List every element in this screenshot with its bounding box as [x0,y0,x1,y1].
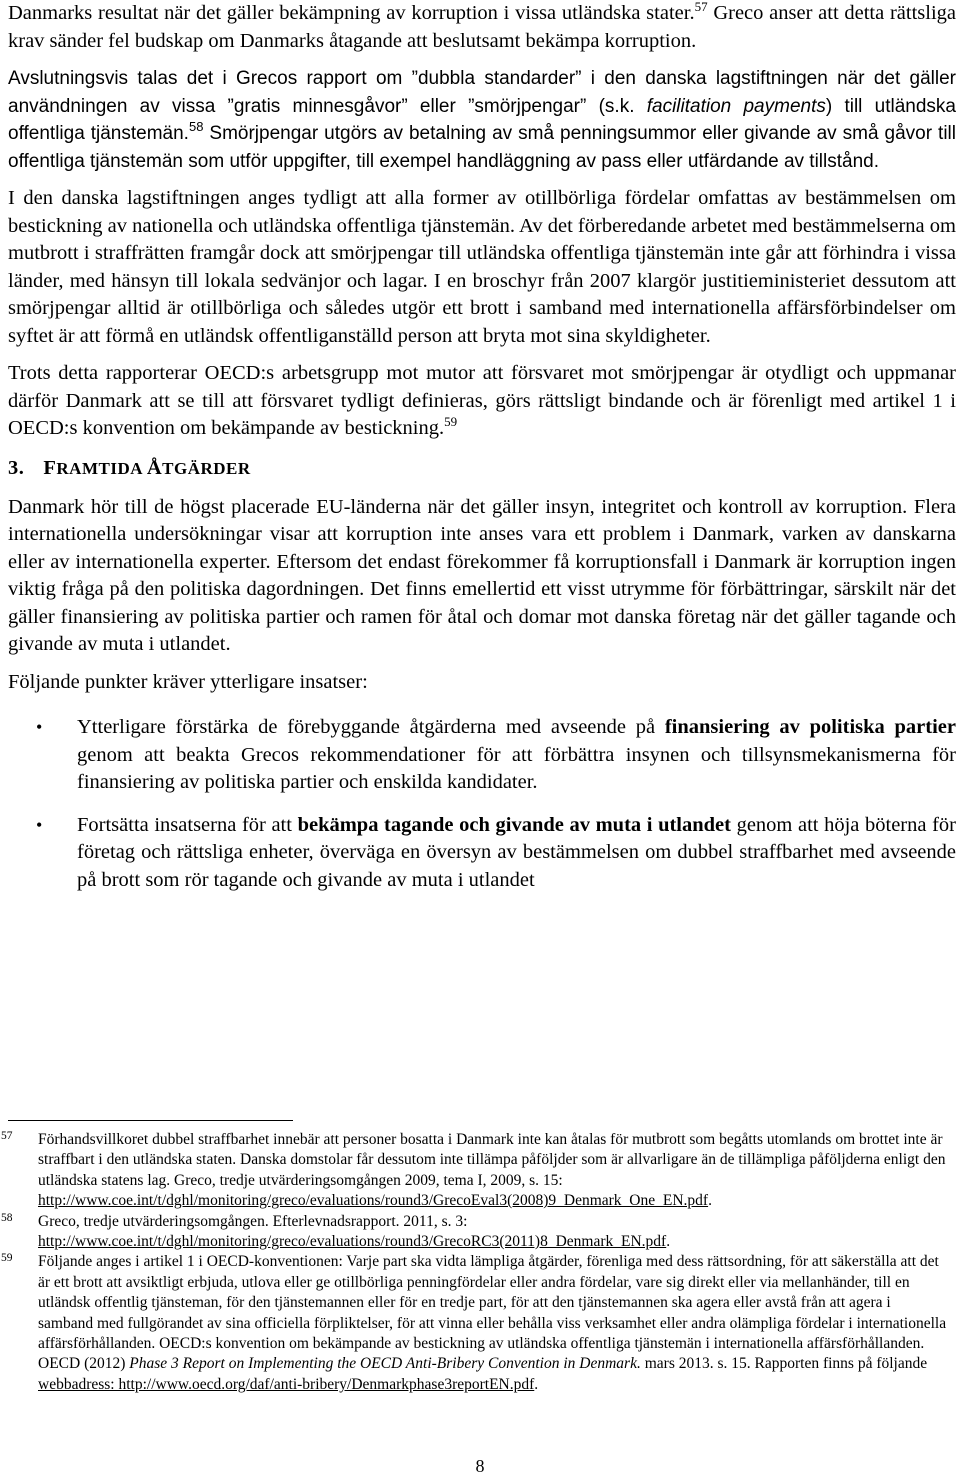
footnote-ref-59[interactable]: 59 [444,414,458,429]
document-page [8,0,956,909]
footnote-59-link[interactable]: webbadress: http://www.oecd.org/daf/anti-bribery/Denmarkphase3reportEN.pdf [38,1375,535,1393]
list-item: • Ytterligare förstärka de förebyggande åtgärderna med avseende på finansiering av politiska partier genom att beakta Grecos rekommendationer för att förbättra insynen och tillsynsmekanismerna för finansiering av politiska partier och enskilda kandidater. [36,716,956,793]
paragraph-2: Avslutningsvis talas det i Grecos rapport om ”dubbla standarder” i den danska lagstiftningen när det gäller användningen av vissa ”gratis minnesgåvor” eller ”smörjpengar” (s.k. facilitation payments) till utländska offentliga tjänstemän.$^{58}$ Smörjpengar utgörs av betalning av små penningsummor eller givande av små gåvor till offentliga tjänstemän som utför uppgifter, till exempel handläggning av pass eller utfärdande av tillstånd. [8,68,956,172]
footnote-separator [8,1120,293,1121]
footnote-58-link[interactable]: http://www.coe.int/t/dghl/monitoring/greco/evaluations/round3/GrecoRC3(2011)8_Denmark_EN.pdf [38,1233,667,1251]
section-heading: 3. FRAMTIDA ÅTGÄRDER [8,456,251,479]
footnote-57-link[interactable]: http://www.coe.int/t/dghl/monitoring/greco/evaluations/round3/GrecoEval3(2008)9_Denmark_One_EN.pdf [38,1192,709,1210]
paragraph-5: Danmark hör till de högst placerade EU-länderna när det gäller insyn, integritet och kontroll av korruption. Flera internationella undersökningar visar att korruption inte anses vara ett problem i Danmark, varken av danskarna eller av internationella experter. Eftersom det endast förekommer få korruptionsfall i Danmark är korruption ingen viktig fråga på den politiska dagordningen. Det finns emellertid ett visst utrymme för förbättringar, särskilt när det gäller finansiering av politiska partier och ramen för åtal och domar mot danska företag när det gäller tagande och givande av muta i utlandet. [8,495,956,655]
page-number: 8 [475,1456,485,1476]
paragraph-1: Danmarks resultat när det gäller bekämpning av korruption i vissa utländska stater.$^{57}$ Greco anser att detta rättsliga krav sänder fel budskap om Danmarks åtagande att beslutsamt bekämpa korruption. [8,0,957,52]
recommendation-list [8,714,956,894]
footnote-ref-57[interactable]: 57 [694,0,708,14]
footnote-ref-58[interactable]: 58 [188,119,204,134]
bullet-icon: • [36,717,43,737]
bullet-icon: • [36,814,43,835]
paragraph-6: Följande punkter kräver ytterligare insatser: [8,670,368,693]
footnote-57: 57 Förhandsvillkoret dubbel straffbarhet innebär att personer bosatta i Danmark inte kan åtalas för mutbrott som begåtts utomlands om brottet inte är straffbart i den utländska staten. Danska domstolar får dessutom inte tillämpa påföljder som är allvarligare än de tillämpliga påföljderna enligt den utländska statens lag. Greco, tredje utvärderingsomgången 2009, tema I, 2009, s. 15: http://www.coe.int/t/dghl/monitoring/greco/evaluations/round3/GrecoEval3(2008)9_Denmark_One_EN.pdf. [1,1130,946,1210]
footnotes [1,1130,948,1395]
paragraph-4: Trots detta rapporterar OECD:s arbetsgrupp mot mutor att försvaret mot smörjpengar är otydligt och uppmanar därför Danmark att se till att försvaret tydligt definieras, görs rättsligt bindande och är förenligt med artikel 1 i OECD:s konvention om bekämpande av bestickning.$^{59}$ [8,362,956,439]
footnote-58: 58 Greco, tredje utvärderingsomgången. Efterlevnadsrapport. 2011, s. 3: http://www.coe.int/t/dghl/monitoring/greco/evaluations/round3/GrecoRC3(2011)8_Denmark_EN.pdf. [1,1211,671,1251]
footnote-59: 59 Följande anges i artikel 1 i OECD-konventionen: Varje part ska vidta lämpliga åtgärder, förenliga med dess rättsordning, för att säkerställa att det är ett brott att avsiktligt erbjuda, utlova eller ge otillbörliga penningfördelar eller andra fördelar, vare sig direkt eller via mellanhänder, till en utländsk offentlig tjänsteman, för den tjänstemannen eller för en tredje part, för att den tjänstemannen ska agera eller avstå från att agera i samband med fullgörandet av sina officiella förpliktelser, för att vinna eller behålla viss verksamhet eller andra olämpliga fördelar i internationella affärsförhållanden. OECD:s konvention om bekämpande av bestickning av utländska offentliga tjänstemän i internationella affärsförhållanden. OECD (2012) Phase 3 Report on Implementing the OECD Anti-Bribery Convention in Denmark. mars 2013. s. 15. Rapporten finns på följande webbadress: http://www.oecd.org/daf/anti-bribery/Denmarkphase3reportEN.pdf. [1,1252,947,1393]
paragraph-3: I den danska lagstiftningen anges tydligt att alla former av otillbörliga fördelar omfattas av bestämmelsen om bestickning av nationella och utländska offentliga tjänstemän. Av det förberedande arbetet med bestämmelserna om mutbrott i straffrätten framgår dock att smörjpengar till utländska offentliga tjänstemän inte går att förhindra i vissa länder, med hänsyn till lokala sedvänjor och lagar. I en broschyr från 2007 klargör justitieministeriet dessutom att smörjpengar alltid är otillbörliga och således utgör ett brott i samband med internationella affärsförbindelser om syftet är att förmå en utländsk offentliganställd person att bryta mot sina skyldigheter. [8,187,956,347]
list-item: • Fortsätta insatserna för att bekämpa tagande och givande av muta i utlandet genom att höja böterna för företag och rättsliga enheter, överväga en översyn av bestämmelsen om dubbel straffbarhet med avseende på brott som rör tagande och givande av muta i utlandet [36,813,956,891]
